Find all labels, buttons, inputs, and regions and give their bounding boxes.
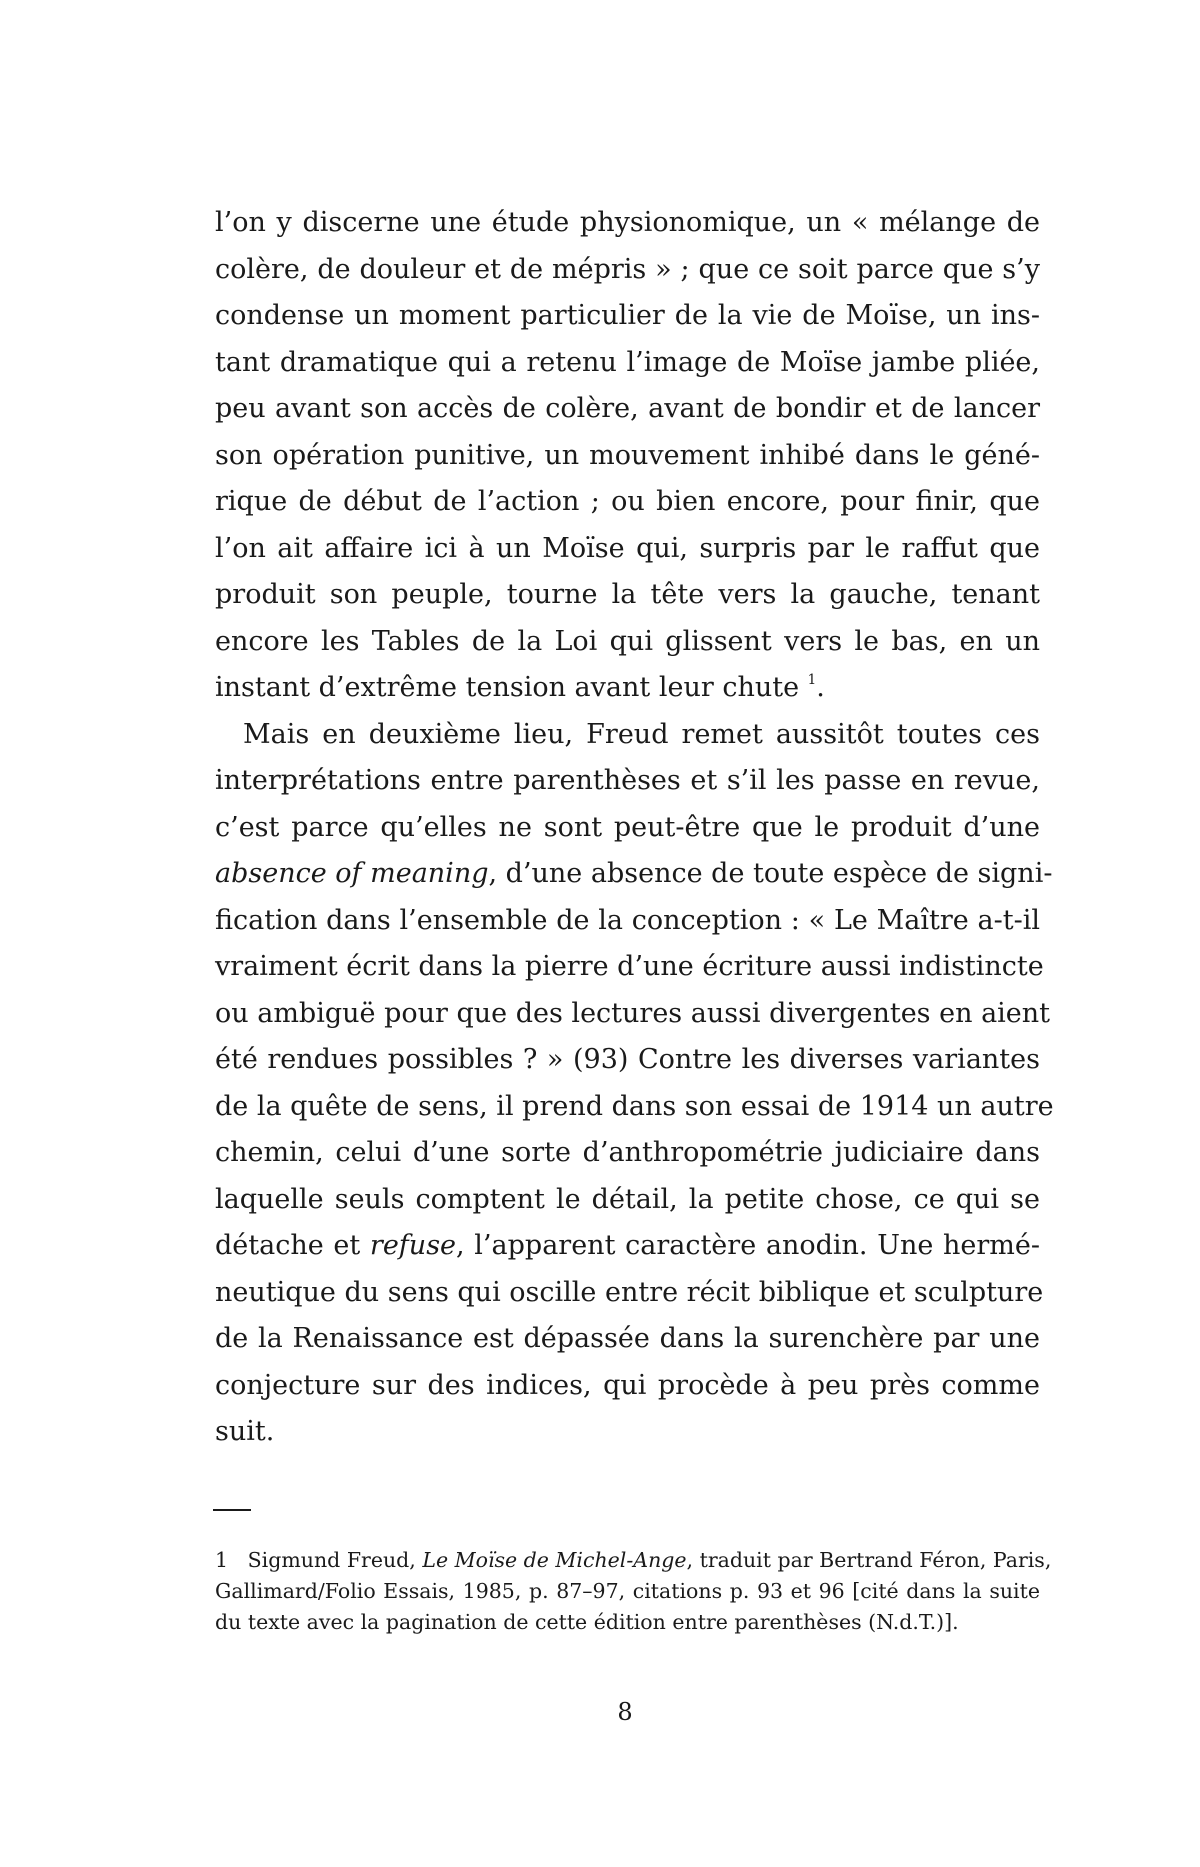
text-line: suit. [215, 1416, 275, 1447]
text-line: peu avant son accès de colère, avant de bondir et de lancer [215, 393, 1040, 424]
footnote-line: Gallimard/Folio Essais, 1985, p. 87–97, citations p. 93 et 96 [cité dans la suite [215, 1579, 1040, 1603]
text-line: encore les Tables de la Loi qui glissent vers le bas, en un [215, 625, 1040, 657]
text-line [215, 1223, 1040, 1270]
text-line: l’on y discerne une étude physionomique, un « mélange de [215, 207, 1040, 238]
footnote [215, 1545, 1052, 1638]
text-line: chemin, celui d’une sorte d’anthropométrie judiciaire dans [215, 1137, 1040, 1168]
footnote-reference: 1 [807, 671, 817, 688]
text-line: colère, de douleur et de mépris » ; que ce soit parce que s’y [215, 253, 1040, 285]
main-text [215, 200, 1054, 1456]
text-fragment: , traduit par Bertrand Féron, Paris, [686, 1548, 1052, 1572]
text-line: de la Renaissance est dépassée dans la surenchère par une [215, 1323, 1040, 1354]
text-line: laquelle seuls comptent le détail, la petite chose, ce qui se [215, 1183, 1040, 1215]
text-line: interprétations entre parenthèses et s’il les passe en revue, [215, 765, 1040, 796]
footnote-title: Le Moïse de Michel-Ange [422, 1548, 687, 1572]
italic-phrase: absence of meaning [215, 858, 489, 889]
text-fragment: , d’une absence de toute espèce de signi- [488, 858, 1053, 889]
text-fragment: détache et [215, 1230, 370, 1261]
text-line: l’on ait affaire ici à un Moïse qui, surpris par le raffut que [215, 532, 1040, 564]
text-line: ou ambiguë pour que des lectures aussi divergentes en aient [215, 997, 1051, 1029]
italic-word: refuse [369, 1230, 457, 1261]
text-fragment: . [816, 672, 825, 703]
text-line [215, 851, 1053, 898]
footnote-line [215, 1545, 1052, 1576]
footnote-separator [213, 1509, 251, 1511]
text-fragment: instant d’extrême tension avant leur chute [215, 672, 800, 703]
text-line: neutique du sens qui oscille entre récit biblique et sculpture [215, 1276, 1044, 1308]
text-line: rique de début de l’action ; ou bien encore, pour finir, que [215, 486, 1040, 517]
page-number: 8 [617, 1698, 633, 1726]
text-line: vraiment écrit dans la pierre d’une écriture aussi indistincte [215, 951, 1044, 982]
text-line: conjecture sur des indices, qui procède à peu près comme [215, 1369, 1040, 1401]
text-line: produit son peuple, tourne la tête vers la gauche, tenant [215, 579, 1040, 610]
text-line: Mais en deuxième lieu, Freud remet aussitôt toutes ces [243, 718, 1040, 750]
text-line: condense un moment particulier de la vie de Moïse, un ins- [215, 300, 1040, 331]
footnote-number: 1 [215, 1548, 229, 1572]
text-line: c’est parce qu’elles ne sont peut-être que le produit d’une [215, 811, 1040, 843]
text-line [215, 665, 1040, 712]
text-line: tant dramatique qui a retenu l’image de Moïse jambe pliée, [215, 346, 1040, 378]
text-line: été rendues possibles ? » (93) Contre les diverses variantes [215, 1044, 1040, 1075]
text-line: de la quête de sens, il prend dans son essai de 1914 un autre [215, 1090, 1054, 1122]
footnote-line: du texte avec la pagination de cette édition entre parenthèses (N.d.T.)]. [215, 1610, 959, 1634]
text-line: fication dans l’ensemble de la conception : « Le Maître a-t-il [215, 904, 1040, 936]
text-fragment: , l’apparent caractère anodin. Une hermé- [456, 1230, 1040, 1261]
text-fragment: Sigmund Freud, [247, 1548, 423, 1572]
text-line: son opération punitive, un mouvement inhibé dans le géné- [215, 439, 1040, 471]
